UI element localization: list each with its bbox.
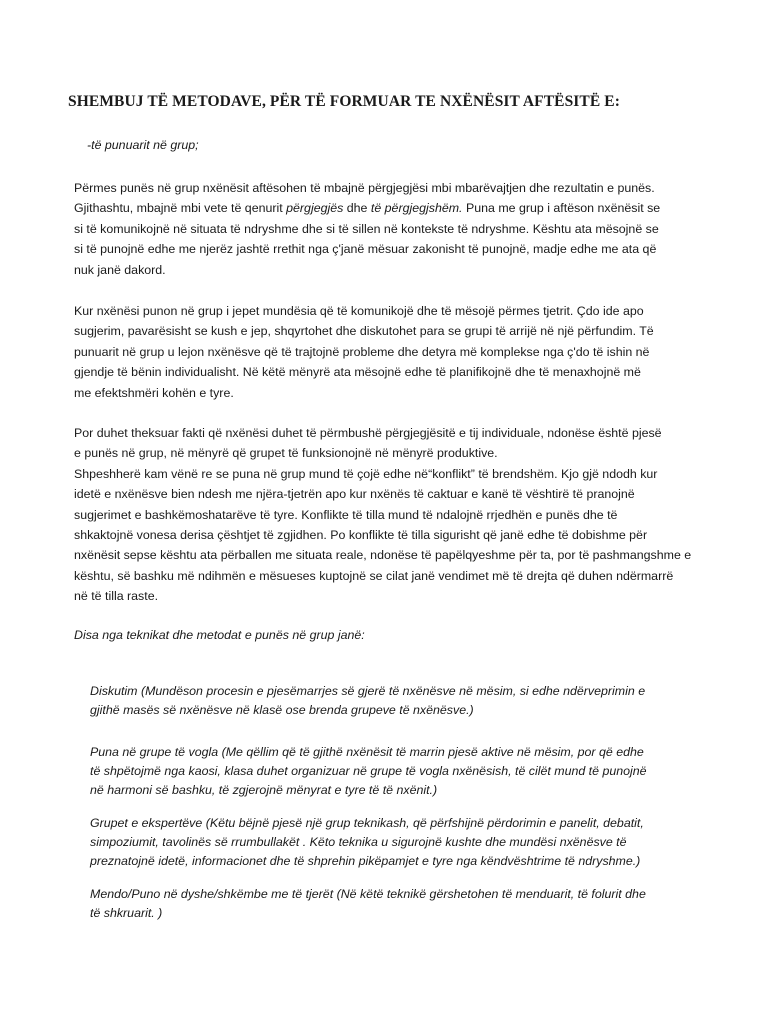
- text-line: Puna në grupe të vogla (Me qëllim që të gjithë nxënësit të marrin pjesë aktive në mësim, por që edhe: [90, 745, 644, 759]
- technique-discussion: [90, 682, 760, 720]
- text-line: gjithë masës së nxënësve në klasë ose brenda grupeve të nxënësve.): [90, 703, 474, 717]
- text-line: Kur nxënësi punon në grup i jepet mundësia që të komunikojë dhe të mësojë përmes tjetrit. Çdo ide apo: [74, 304, 644, 318]
- text-line: sugjerim, pavarësisht se kush e jep, shqyrtohet dhe diskutohet para se grupi të arrijë në një përfundim. Të: [74, 324, 654, 339]
- text-line: nxënësit sepse kështu ata përballen me situata reale, ndonëse të papëlqyeshme për ta, por të pashmangshme e: [74, 548, 692, 563]
- technique-small-groups: [90, 743, 760, 800]
- sub-heading: -të punuarit në grup;: [87, 138, 199, 152]
- emphasis-text: përgjegjës: [286, 201, 344, 216]
- paragraph-group-work-responsibility: [74, 178, 764, 280]
- text-line: kështu, së bashku më ndihmën e mësueses kuptojnë se cilat janë vendimet më të drejta që duhen ndërmarrë: [74, 568, 674, 583]
- text-line: Përmes punës në grup nxënësit aftësohen të mbajnë përgjegjësi mbi mbarëvajtjen dhe rezultatin e punës.: [74, 181, 655, 195]
- paragraph-group-communication: [74, 301, 764, 403]
- technique-think-pair-share: [90, 885, 760, 923]
- text-span: Puna me grup i aftëson nxënësit se: [462, 201, 661, 216]
- text-line: idetë e nxënësve bien ndesh me njëra-tjetrën apo kur nxënës të caktuar e kanë të vështirë të pranojnë: [74, 487, 635, 502]
- text-line: punuarit në grup u lejon nxënësve që të trajtojnë probleme dhe detyra më komplekse nga ç'do të ishin në: [74, 344, 650, 359]
- text-line: në të tilla raste.: [74, 589, 159, 604]
- text-line: të shpëtojmë nga kaosi, klasa duhet organizuar në grupe të vogla nxënësish, të cilët mund të punojnë: [90, 764, 647, 778]
- text-line: simpoziumit, tavolinës së rrumbullakët . Këto teknika u sigurojnë kushte dhe mundësi nxënësve të: [90, 835, 627, 849]
- technique-expert-groups: [90, 814, 760, 871]
- text-line: të shkruarit. ): [90, 906, 163, 920]
- text-line: me efektshmëri kohën e tyre.: [74, 385, 234, 400]
- text-line: në harmoni së bashku, të zgjerojnë mënyrat e tyre të të nxënit.): [90, 783, 438, 797]
- text-line: Grupet e ekspertëve (Këtu bëjnë pjesë një grup teknikash, që përfshijnë përdorimin e panelit, debatit,: [90, 816, 644, 830]
- text-line: shkaktojnë vonesa derisa çështjet të zgjidhen. Po konflikte të tilla sigurisht që janë edhe të dobishme për: [74, 528, 648, 543]
- text-line: e punës në grup, në mënyrë që grupet të funksionojnë në mënyrë produktive.: [74, 446, 498, 461]
- text-line: Mendo/Puno në dyshe/shkëmbe me të tjerët (Në këtë teknikë gërshetohen të menduarit, të folurit dhe: [90, 887, 646, 901]
- text-line: Por duhet theksuar fakti që nxënësi duhet të përmbushë përgjegjësitë e tij individuale, ndonëse është pjesë: [74, 426, 662, 440]
- text-line: [74, 198, 764, 218]
- text-span: dhe: [343, 201, 371, 216]
- text-line: nuk janë dakord.: [74, 262, 166, 277]
- text-line: gjendje të bënin individualisht. Në këtë mënyrë ata mësojnë edhe të planifikojnë dhe të menaxhojnë më: [74, 365, 641, 380]
- emphasis-text: të përgjegjshëm.: [370, 201, 463, 216]
- text-line: si të komunikojnë në situata të ndryshme dhe si të sillen në kontekste të ndryshme. Kështu ata mësojnë se: [74, 221, 659, 236]
- techniques-intro: Disa nga teknikat dhe metodat e punës në grup janë:: [74, 628, 365, 642]
- text-line: sugjerimet e bashkëmoshatarëve të tyre. Konflikte të tilla mund të ndalojnë rrjedhën e punës dhe të: [74, 507, 618, 522]
- text-line: preznatojnë idetë, informacionet dhe të shprehin pikëpamjet e tyre nga këndvështrime të ndryshme.): [90, 854, 641, 868]
- text-line: si të punojnë edhe me njerëz jashtë rrethit nga ç'janë mësuar zakonisht të punojnë, madje edhe me ata që: [74, 242, 657, 257]
- text-span: Gjithashtu, mbajnë mbi vete të qenurit: [74, 201, 287, 216]
- paragraph-group-conflict: [74, 423, 764, 607]
- text-line: Shpeshherë kam vënë re se puna në grup mund të çojë edhe në“konflikt” të brendshëm. Kjo gjë ndodh kur: [74, 466, 658, 481]
- page-title: SHEMBUJ TË METODAVE, PËR TË FORMUAR TE NXËNËSIT AFTËSITË E:: [68, 93, 620, 110]
- text-line: Diskutim (Mundëson procesin e pjesëmarrjes së gjerë të nxënësve në mësim, si edhe ndërveprimin e: [90, 684, 646, 698]
